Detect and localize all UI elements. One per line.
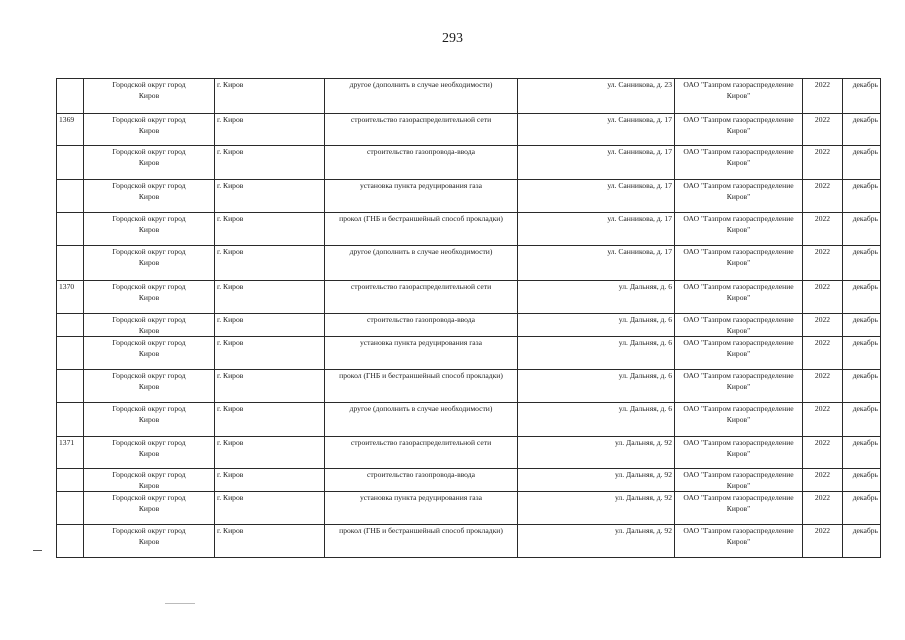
municipality-cell — [84, 79, 215, 114]
municipality-line: Городской округ город — [112, 371, 186, 380]
municipality-cell — [84, 525, 215, 558]
row-number-cell — [57, 246, 84, 281]
organization-line: ОАО "Газпром газораспределение — [683, 526, 794, 535]
registry-table — [56, 78, 881, 558]
row-number-cell: 1371 — [57, 437, 84, 469]
municipality-line: Городской округ город — [112, 493, 186, 502]
row-number-cell — [57, 492, 84, 525]
address-cell: ул. Санникова, д. 23 — [518, 79, 675, 114]
table-row — [57, 469, 881, 492]
municipality-line: Городской округ город — [112, 338, 186, 347]
month-cell: декабрь — [843, 437, 881, 469]
row-number-cell — [57, 525, 84, 558]
work-type-cell: строительство газопровода-ввода — [325, 146, 518, 180]
organization-line: ОАО "Газпром газораспределение — [683, 338, 794, 347]
year-cell: 2022 — [803, 370, 843, 403]
year-cell: 2022 — [803, 469, 843, 492]
work-type-cell: строительство газораспределительной сети — [325, 281, 518, 314]
address-cell: ул. Санникова, д. 17 — [518, 146, 675, 180]
organization-line: Киров" — [726, 349, 751, 358]
municipality-line: Киров — [138, 225, 160, 234]
settlement-cell: г. Киров — [215, 146, 325, 180]
row-number-cell — [57, 146, 84, 180]
settlement-cell: г. Киров — [215, 180, 325, 213]
row-number-cell — [57, 79, 84, 114]
year-cell: 2022 — [803, 525, 843, 558]
organization-line: ОАО "Газпром газораспределение — [683, 315, 794, 324]
month-cell: декабрь — [843, 314, 881, 337]
municipality-cell — [84, 337, 215, 370]
table-row — [57, 314, 881, 337]
organization-line: ОАО "Газпром газораспределение — [683, 438, 794, 447]
organization-cell — [675, 525, 803, 558]
organization-line: Киров" — [726, 258, 751, 267]
municipality-cell — [84, 403, 215, 437]
work-type-cell: другое (дополнить в случае необходимости) — [325, 246, 518, 281]
table-row — [57, 213, 881, 246]
address-cell: ул. Дальняя, д. 92 — [518, 525, 675, 558]
month-cell: декабрь — [843, 370, 881, 403]
municipality-line: Городской округ город — [112, 147, 186, 156]
row-number-cell: 1370 — [57, 281, 84, 314]
work-type-cell: прокол (ГНБ и бестраншейный способ прокладки) — [325, 525, 518, 558]
table-row — [57, 525, 881, 558]
address-cell: ул. Дальняя, д. 6 — [518, 314, 675, 337]
organization-cell — [675, 469, 803, 492]
organization-line: Киров" — [726, 504, 751, 513]
year-cell: 2022 — [803, 246, 843, 281]
year-cell: 2022 — [803, 337, 843, 370]
row-number-cell — [57, 337, 84, 370]
row-number-cell — [57, 403, 84, 437]
municipality-line: Городской округ город — [112, 181, 186, 190]
work-type-cell: прокол (ГНБ и бестраншейный способ прокладки) — [325, 213, 518, 246]
municipality-cell — [84, 213, 215, 246]
work-type-cell: строительство газопровода-ввода — [325, 314, 518, 337]
organization-line: Киров" — [726, 481, 751, 490]
year-cell: 2022 — [803, 281, 843, 314]
address-cell: ул. Дальняя, д. 92 — [518, 437, 675, 469]
municipality-line: Городской округ город — [112, 247, 186, 256]
table-row — [57, 492, 881, 525]
work-type-cell: установка пункта редуцирования газа — [325, 337, 518, 370]
municipality-line: Киров — [138, 326, 160, 335]
table-row — [57, 246, 881, 281]
year-cell: 2022 — [803, 403, 843, 437]
municipality-line: Городской округ город — [112, 404, 186, 413]
month-cell: декабрь — [843, 469, 881, 492]
settlement-cell: г. Киров — [215, 492, 325, 525]
municipality-line: Киров — [138, 126, 160, 135]
settlement-cell: г. Киров — [215, 469, 325, 492]
address-cell: ул. Санникова, д. 17 — [518, 213, 675, 246]
municipality-cell — [84, 314, 215, 337]
municipality-line: Городской округ город — [112, 282, 186, 291]
municipality-line: Городской округ город — [112, 526, 186, 535]
address-cell: ул. Дальняя, д. 6 — [518, 403, 675, 437]
month-cell: декабрь — [843, 492, 881, 525]
month-cell: декабрь — [843, 213, 881, 246]
year-cell: 2022 — [803, 314, 843, 337]
year-cell: 2022 — [803, 180, 843, 213]
margin-mark — [33, 550, 42, 551]
settlement-cell: г. Киров — [215, 370, 325, 403]
organization-line: ОАО "Газпром газораспределение — [683, 214, 794, 223]
table-row — [57, 281, 881, 314]
year-cell: 2022 — [803, 114, 843, 146]
work-type-cell: строительство газораспределительной сети — [325, 114, 518, 146]
month-cell: декабрь — [843, 146, 881, 180]
work-type-cell: установка пункта редуцирования газа — [325, 492, 518, 525]
month-cell: декабрь — [843, 114, 881, 146]
settlement-cell: г. Киров — [215, 246, 325, 281]
municipality-line: Киров — [138, 158, 160, 167]
month-cell: декабрь — [843, 403, 881, 437]
municipality-line: Городской округ город — [112, 315, 186, 324]
municipality-cell — [84, 437, 215, 469]
settlement-cell: г. Киров — [215, 213, 325, 246]
organization-line: Киров" — [726, 326, 751, 335]
organization-line: ОАО "Газпром газораспределение — [683, 115, 794, 124]
municipality-line: Городской округ город — [112, 80, 186, 89]
municipality-cell — [84, 370, 215, 403]
municipality-line: Городской округ город — [112, 470, 186, 479]
organization-line: ОАО "Газпром газораспределение — [683, 247, 794, 256]
settlement-cell: г. Киров — [215, 525, 325, 558]
table-row — [57, 403, 881, 437]
margin-mark — [165, 603, 195, 604]
municipality-cell — [84, 114, 215, 146]
month-cell: декабрь — [843, 246, 881, 281]
municipality-line: Киров — [138, 91, 160, 100]
month-cell: декабрь — [843, 79, 881, 114]
work-type-cell: строительство газопровода-ввода — [325, 469, 518, 492]
organization-line: Киров" — [726, 225, 751, 234]
organization-line: Киров" — [726, 192, 751, 201]
work-type-cell: другое (дополнить в случае необходимости) — [325, 79, 518, 114]
address-cell: ул. Дальняя, д. 6 — [518, 337, 675, 370]
organization-line: ОАО "Газпром газораспределение — [683, 470, 794, 479]
address-cell: ул. Дальняя, д. 92 — [518, 469, 675, 492]
settlement-cell: г. Киров — [215, 281, 325, 314]
address-cell: ул. Санникова, д. 17 — [518, 180, 675, 213]
municipality-line: Киров — [138, 449, 160, 458]
page-number: 293 — [442, 31, 463, 46]
table-row — [57, 180, 881, 213]
organization-line: ОАО "Газпром газораспределение — [683, 493, 794, 502]
settlement-cell: г. Киров — [215, 314, 325, 337]
municipality-line: Городской округ город — [112, 115, 186, 124]
municipality-cell — [84, 246, 215, 281]
municipality-line: Киров — [138, 293, 160, 302]
row-number-cell: 1369 — [57, 114, 84, 146]
municipality-line: Городской округ город — [112, 438, 186, 447]
organization-line: Киров" — [726, 537, 751, 546]
organization-cell — [675, 314, 803, 337]
organization-line: Киров" — [726, 449, 751, 458]
municipality-line: Киров — [138, 192, 160, 201]
municipality-line: Городской округ город — [112, 214, 186, 223]
address-cell: ул. Дальняя, д. 6 — [518, 281, 675, 314]
year-cell: 2022 — [803, 492, 843, 525]
table-row — [57, 79, 881, 114]
municipality-cell — [84, 180, 215, 213]
municipality-cell — [84, 146, 215, 180]
municipality-cell — [84, 469, 215, 492]
organization-cell — [675, 492, 803, 525]
work-type-cell: строительство газораспределительной сети — [325, 437, 518, 469]
month-cell: декабрь — [843, 180, 881, 213]
month-cell: декабрь — [843, 525, 881, 558]
row-number-cell — [57, 213, 84, 246]
month-cell: декабрь — [843, 281, 881, 314]
registry-table-body — [57, 79, 881, 558]
address-cell: ул. Санникова, д. 17 — [518, 246, 675, 281]
organization-line: ОАО "Газпром газораспределение — [683, 282, 794, 291]
year-cell: 2022 — [803, 213, 843, 246]
municipality-cell — [84, 281, 215, 314]
organization-cell — [675, 114, 803, 146]
row-number-cell — [57, 314, 84, 337]
address-cell: ул. Дальняя, д. 6 — [518, 370, 675, 403]
settlement-cell: г. Киров — [215, 403, 325, 437]
address-cell: ул. Санникова, д. 17 — [518, 114, 675, 146]
row-number-cell — [57, 469, 84, 492]
table-row — [57, 437, 881, 469]
organization-cell — [675, 437, 803, 469]
table-row — [57, 114, 881, 146]
settlement-cell: г. Киров — [215, 437, 325, 469]
municipality-line: Киров — [138, 382, 160, 391]
organization-line: Киров" — [726, 382, 751, 391]
row-number-cell — [57, 370, 84, 403]
organization-cell — [675, 337, 803, 370]
organization-cell — [675, 370, 803, 403]
organization-cell — [675, 146, 803, 180]
organization-line: Киров" — [726, 415, 751, 424]
municipality-line: Киров — [138, 537, 160, 546]
organization-line: Киров" — [726, 126, 751, 135]
year-cell: 2022 — [803, 79, 843, 114]
organization-line: ОАО "Газпром газораспределение — [683, 371, 794, 380]
organization-line: Киров" — [726, 158, 751, 167]
settlement-cell: г. Киров — [215, 114, 325, 146]
year-cell: 2022 — [803, 437, 843, 469]
table-row — [57, 146, 881, 180]
municipality-line: Киров — [138, 349, 160, 358]
table-row — [57, 370, 881, 403]
address-cell: ул. Дальняя, д. 92 — [518, 492, 675, 525]
municipality-line: Киров — [138, 415, 160, 424]
organization-line: ОАО "Газпром газораспределение — [683, 80, 794, 89]
municipality-line: Киров — [138, 504, 160, 513]
organization-line: Киров" — [726, 91, 751, 100]
organization-cell — [675, 79, 803, 114]
organization-line: ОАО "Газпром газораспределение — [683, 181, 794, 190]
settlement-cell: г. Киров — [215, 337, 325, 370]
work-type-cell: прокол (ГНБ и бестраншейный способ прокладки) — [325, 370, 518, 403]
organization-cell — [675, 246, 803, 281]
organization-line: Киров" — [726, 293, 751, 302]
municipality-line: Киров — [138, 258, 160, 267]
municipality-cell — [84, 492, 215, 525]
row-number-cell — [57, 180, 84, 213]
work-type-cell: другое (дополнить в случае необходимости) — [325, 403, 518, 437]
organization-cell — [675, 213, 803, 246]
organization-cell — [675, 403, 803, 437]
organization-cell — [675, 180, 803, 213]
year-cell: 2022 — [803, 146, 843, 180]
month-cell: декабрь — [843, 337, 881, 370]
work-type-cell: установка пункта редуцирования газа — [325, 180, 518, 213]
table-row — [57, 337, 881, 370]
organization-line: ОАО "Газпром газораспределение — [683, 404, 794, 413]
organization-line: ОАО "Газпром газораспределение — [683, 147, 794, 156]
organization-cell — [675, 281, 803, 314]
municipality-line: Киров — [138, 481, 160, 490]
settlement-cell: г. Киров — [215, 79, 325, 114]
